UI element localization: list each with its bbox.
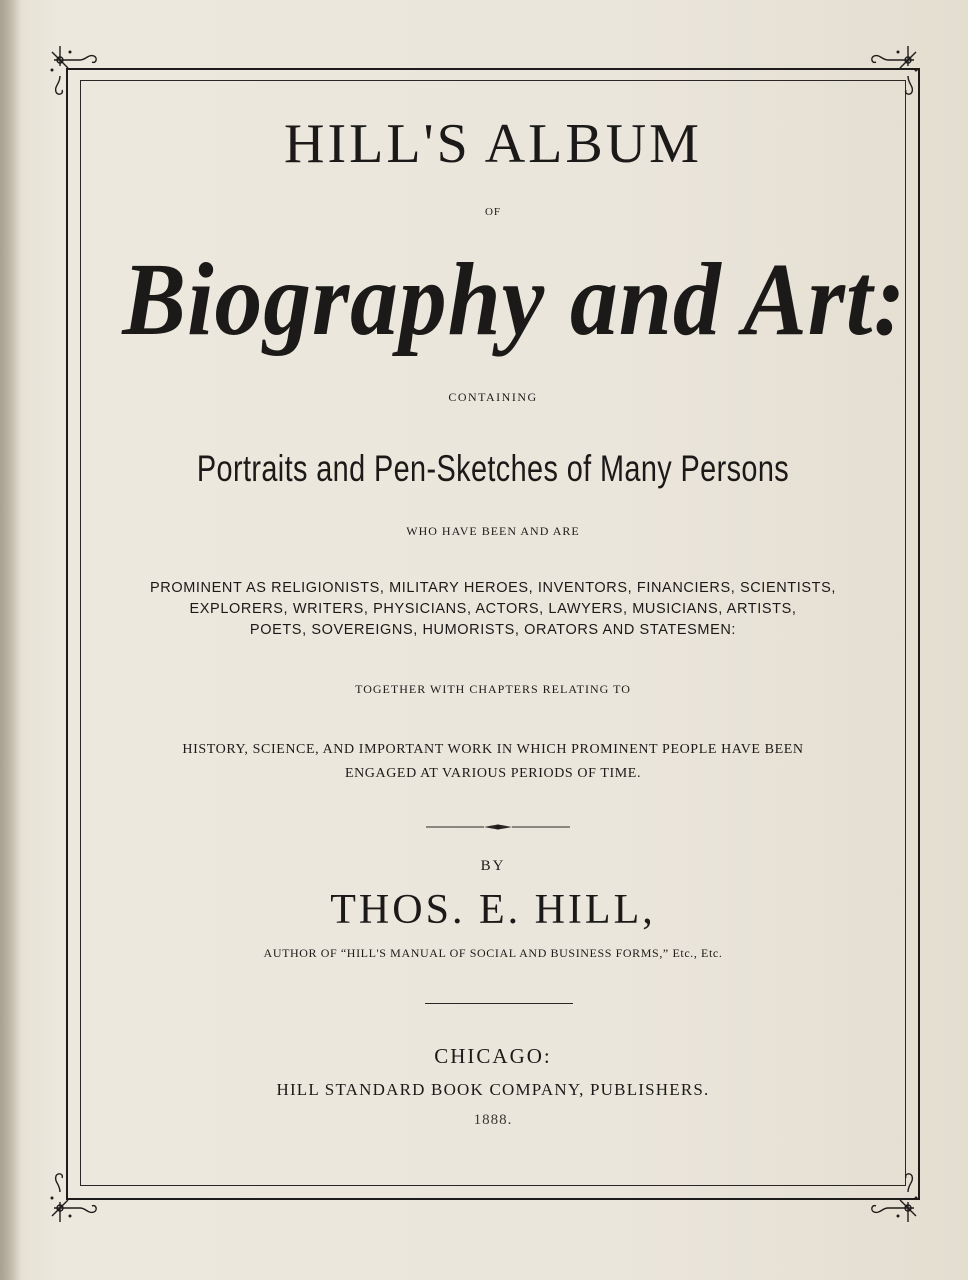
- imprint-publisher: HILL STANDARD BOOK COMPANY, PUBLISHERS.: [276, 1080, 710, 1099]
- imprint-city: CHICAGO:: [434, 1044, 552, 1068]
- author-name: THOS. E. HILL,: [330, 887, 656, 933]
- ornamental-rule-icon: [426, 824, 570, 830]
- corner-ornament-icon: [858, 40, 928, 110]
- prominent-line: EXPLORERS, WRITERS, PHYSICIANS, ACTORS, LAWYERS, MUSICIANS, ARTISTS,: [189, 601, 797, 617]
- title-line-album: HILL'S ALBUM: [284, 113, 702, 175]
- divider-rule: [425, 1003, 573, 1004]
- subtitle-portraits: Portraits and Pen-Sketches of Many Persons: [196, 448, 790, 489]
- corner-ornament-icon: [858, 1158, 928, 1228]
- title-main-biography: Biography and Art:: [122, 242, 907, 357]
- containing-label: CONTAINING: [448, 390, 538, 404]
- corner-ornament-icon: [40, 1158, 110, 1228]
- prominent-line: PROMINENT AS RELIGIONISTS, MILITARY HEROES, INVENTORS, FINANCIERS, SCIENTISTS,: [150, 580, 836, 596]
- history-line: ENGAGED AT VARIOUS PERIODS OF TIME.: [344, 766, 642, 781]
- history-line: HISTORY, SCIENCE, AND IMPORTANT WORK IN WHICH PROMINENT PEOPLE HAVE BEEN: [182, 742, 804, 757]
- imprint-year: 1888.: [473, 1112, 513, 1128]
- spine-shadow: [0, 0, 22, 1280]
- corner-ornament-icon: [40, 40, 110, 110]
- title-connector-of: OF: [484, 206, 502, 218]
- who-have-been-label: WHO HAVE BEEN AND ARE: [406, 524, 580, 538]
- author-of-line: AUTHOR OF “HILL'S MANUAL OF SOCIAL AND BUSINESS FORMS,” Etc., Etc.: [263, 946, 723, 960]
- prominent-line: POETS, SOVEREIGNS, HUMORISTS, ORATORS AND STATESMEN:: [249, 622, 737, 638]
- together-label: TOGETHER WITH CHAPTERS RELATING TO: [355, 682, 631, 696]
- byline-by: BY: [480, 858, 506, 874]
